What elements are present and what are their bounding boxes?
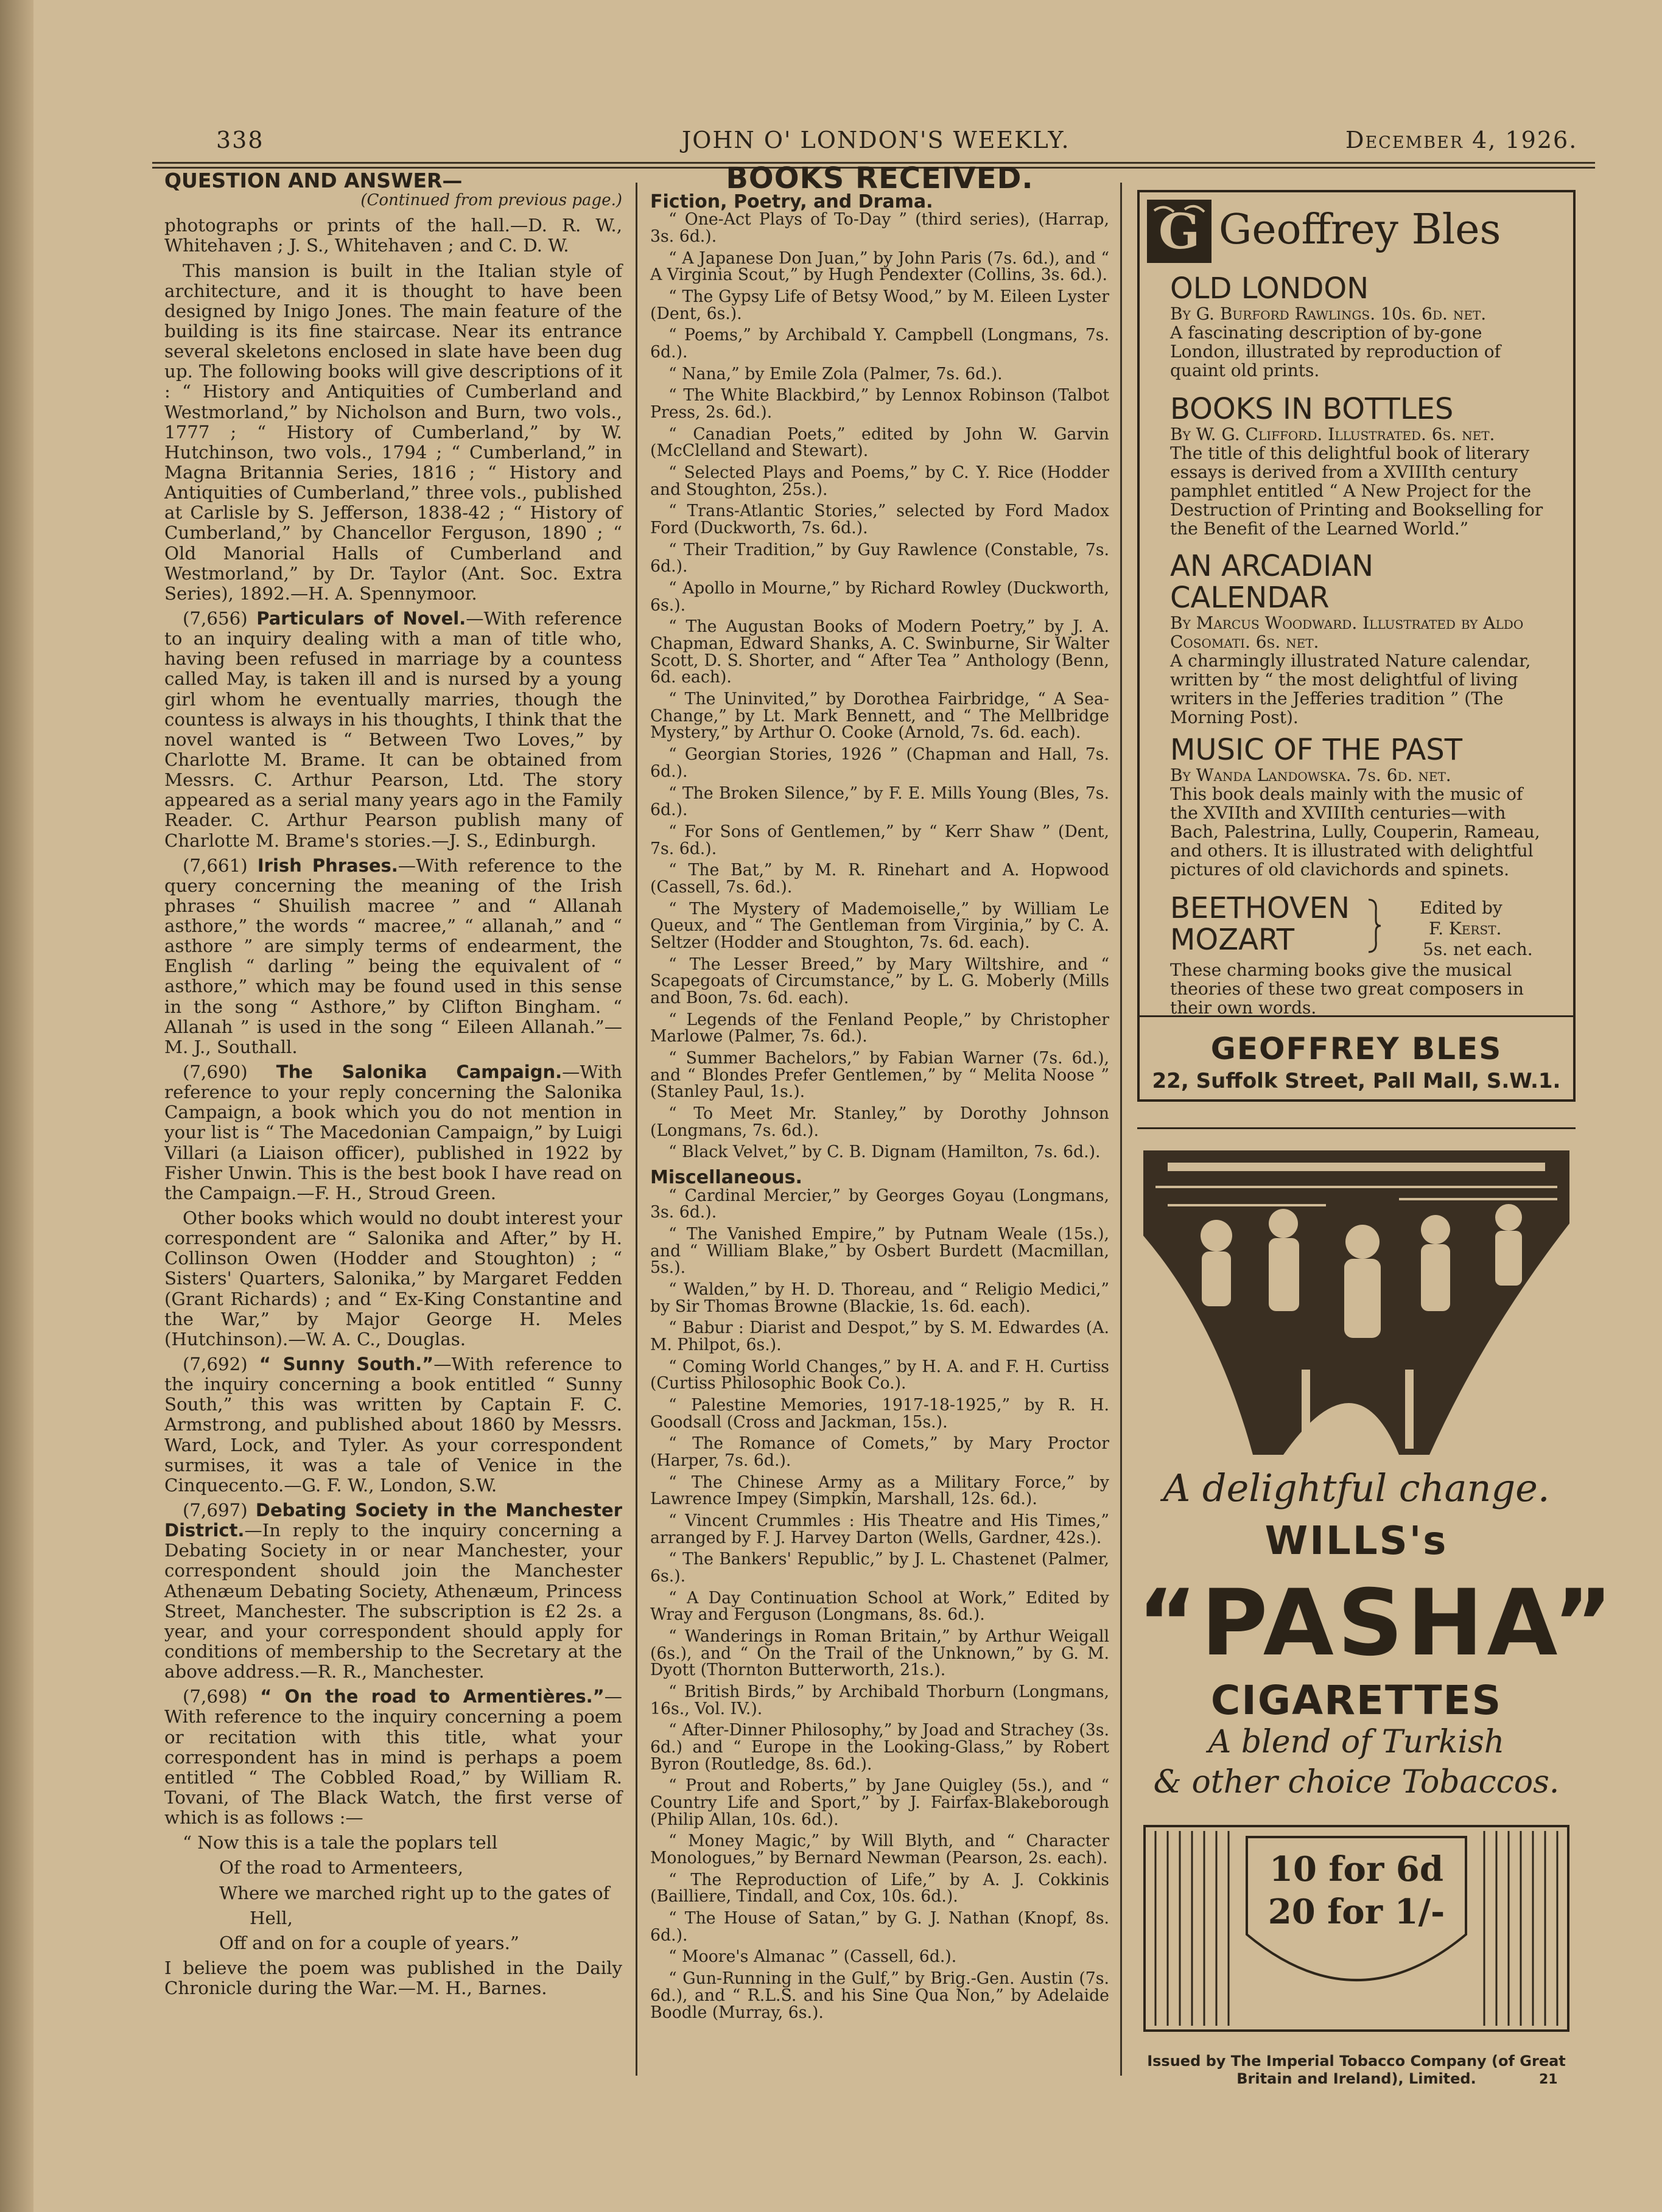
book-entry: “ The Lesser Breed,” by Mary Wiltshire, and “ Scapegoats of Circumstance,” by L. G. Moberly (Mills and Boon, 7s. 6d. each). xyxy=(650,954,1109,1007)
book-entry: “ The House of Satan,” by G. J. Nathan (Knopf, 8s. 6d.). xyxy=(650,1909,1109,1945)
book-entry: “ British Birds,” by Archibald Thorburn (Longmans, 16s., Vol. IV.). xyxy=(650,1682,1109,1718)
bles-footer-rule xyxy=(1140,1015,1573,1017)
bles-footer-address: 22, Suffolk Street, Pall Mall, S.W.1. xyxy=(1152,1069,1561,1093)
bazaar-scene-illustration xyxy=(1143,1150,1569,1461)
issued-by-line: Issued by The Imperial Tobacco Company (of Great Britain and Ireland), Limited. xyxy=(1147,2053,1566,2087)
qa-item xyxy=(164,1687,622,1828)
book-entry: “ A Day Continuation School at Work,” Edited by Wray and Ferguson (Longmans, 8s. 6d.). xyxy=(650,1588,1109,1625)
query-number: (7,697) xyxy=(183,1500,248,1521)
misc-heading: Miscellaneous. xyxy=(650,1166,802,1188)
qa-closing: I believe the poem was published in the Daily Chronicle during the War.—M. H., Barnes. xyxy=(164,1957,622,1999)
wills-brand: WILLS's xyxy=(1264,1519,1448,1564)
book-byline: By Wanda Landowska. 7s. 6d. net. xyxy=(1170,765,1451,785)
book-description: A charmingly illustrated Nature calendar, written by “ the most delightful of living writers in the Jefferies tradition ” (The Morning Post). xyxy=(1170,651,1531,727)
query-answer: —In reply to the inquiry concerning a Debating Society in or near Manchester, your correspondent should join the Manchester Athenæum Debating Society, Athenæum, Princess Street, Manchester. The subscription is £2 2s. a year, and your correspondent should apply for conditions of membership to the Secretary at the above address.—R. R., Manchester. xyxy=(164,1520,622,1682)
book-entry: “ The Gypsy Life of Betsy Wood,” by M. Eileen Lyster (Dent, 6s.). xyxy=(650,287,1109,323)
qa-item xyxy=(164,1062,622,1203)
svg-text:G: G xyxy=(1158,203,1201,260)
editor-name: F. Kerst. xyxy=(1429,919,1502,939)
book-entry: “ The Vanished Empire,” by Putnam Weale (15s.), and “ William Blake,” by Osbert Burdett (Macmillan, 5s.). xyxy=(650,1224,1109,1278)
bles-book-beethoven-mozart xyxy=(1170,892,1550,1017)
other-tobaccos-line: & other choice Tobaccos. xyxy=(1153,1764,1560,1801)
bles-book-old-london xyxy=(1170,273,1550,380)
cigarettes-label: CIGARETTES xyxy=(1210,1677,1502,1724)
book-entry: “ The Romance of Comets,” by Mary Proctor (Harper, 7s. 6d.). xyxy=(650,1434,1109,1471)
fiction-list xyxy=(650,211,1109,1161)
query-title: “ On the road to Armentières.” xyxy=(260,1686,605,1707)
book-entry: “ Apollo in Mourne,” by Richard Rowley (Duckworth, 6s.). xyxy=(650,579,1109,615)
issue-date: December 4, 1926. xyxy=(1345,127,1578,153)
qa-items xyxy=(164,609,622,1828)
book-entry: “ Money Magic,” by Will Blyth, and “ Character Monologues,” by Bernard Newman (Pearson, 2s. each). xyxy=(650,1832,1109,1868)
book-entry: “ Trans-Atlantic Stories,” selected by Ford Madox Ford (Duckworth, 7s. 6d.). xyxy=(650,502,1109,538)
qa-item xyxy=(164,1500,622,1682)
query-answer: —With reference to your reply concerning the Salonika Campaign, a book which you do not mention in your list is “ The Macedonian Campaign,” by Luigi Villari (a Liaison officer), published in 1922 by Fisher Unwin. This is the best book I have read on the Campaign.—F. H., Stroud Green. xyxy=(164,1062,623,1203)
book-entry: “ Legends of the Fenland People,” by Christopher Marlowe (Palmer, 7s. 6d.). xyxy=(650,1010,1109,1046)
book-entry: “ Babur : Diarist and Despot,” by S. M. Edwardes (A. M. Philpot, 6s.). xyxy=(650,1318,1109,1354)
question-answer-column xyxy=(164,170,622,2003)
book-entry: “ The Mystery of Mademoiselle,” by William Le Queux, and “ The Gentleman from Virginia,” by C. A. Seltzer (Hodder and Stoughton, 7s. 6d. each). xyxy=(650,899,1109,952)
column-divider-2 xyxy=(1120,183,1122,2076)
bles-monogram-icon xyxy=(1146,198,1213,264)
edition-price: 5s. net each. xyxy=(1423,939,1533,959)
continued-note: (Continued from previous page.) xyxy=(360,191,622,210)
book-entry: “ Summer Bachelors,” by Fabian Warner (7s. 6d.), and “ Blondes Prefer Gentlemen,” by “ Melita Noose ” (Stanley Paul, 1s.). xyxy=(650,1048,1109,1102)
query-number: (7,690) xyxy=(183,1062,248,1083)
blend-line: A blend of Turkish xyxy=(1208,1724,1505,1760)
book-title: AN ARCADIAN CALENDAR xyxy=(1170,549,1374,615)
book-description: This book deals mainly with the music of the XVIIth and XVIIIth centuries—with Bach, Palestrina, Lully, Couperin, Rameau, and others. It is illustrated with delightful pictures of old clavichords and spinets. xyxy=(1170,784,1540,880)
wills-tagline: A delightful change. xyxy=(1163,1466,1550,1510)
book-entry: “ Their Tradition,” by Guy Rawlence (Constable, 7s. 6d.). xyxy=(650,540,1109,576)
book-entry: “ For Sons of Gentlemen,” by “ Kerr Shaw ” (Dent, 7s. 6d.). xyxy=(650,822,1109,858)
qa-item xyxy=(164,1354,622,1496)
price-twenty: 20 for 1/- xyxy=(1268,1892,1445,1932)
book-entry: “ Vincent Crummles : His Theatre and His Times,” arranged by F. J. Harvey Darton (Wells, Gardner, 42s.). xyxy=(650,1511,1109,1547)
book-entry: “ The Bankers' Republic,” by J. L. Chastenet (Palmer, 6s.). xyxy=(650,1550,1109,1586)
verse-line: “ Now this is a tale the poplars tell xyxy=(183,1832,498,1853)
bles-book-books-in-bottles xyxy=(1170,393,1550,538)
page-number: 338 xyxy=(216,127,264,153)
query-answer: —With reference to the query concerning the meaning of the Irish phrases “ Shuilish macree ” and “ Allanah asthore,” the words “ macree,” “ allanah,” and “ asthore ” are simply terms of endearment, the English “ darling ” being the equivalent of “ asthore,” which may be found used in this sense in the song “ Asthore,” by Clifton Bingham. “ Allanah ” is used in the song “ Eileen Allanah.”—M. J., Southall. xyxy=(164,855,622,1057)
book-entry: “ The White Blackbird,” by Lennox Robinson (Talbot Press, 2s. 6d.). xyxy=(650,386,1109,422)
book-byline: By Marcus Woodward. Illustrated by Aldo Cosomati. 6s. net. xyxy=(1170,613,1524,652)
book-entry: “ One-Act Plays of To-Day ” (third series), (Harrap, 3s. 6d.). xyxy=(650,210,1109,247)
publication-title: JOHN O' LONDON'S WEEKLY. xyxy=(682,127,1070,153)
page-header xyxy=(152,127,1595,157)
query-title: Debating Society in the Manchester District. xyxy=(164,1500,622,1541)
qa-section-title: QUESTION AND ANSWER— xyxy=(164,169,463,192)
geoffrey-bles-advert xyxy=(1137,190,1576,1102)
query-answer: —With reference to the inquiry concerning a poem or recitation with this title, what your correspondent has in mind is perhaps a poem entitled “ The Cobbled Road,” by William R. Tovani, of The Black Watch, the first verse of which is as follows :— xyxy=(164,1686,622,1829)
book-entry: “ To Meet Mr. Stanley,” by Dorothy Johnson (Longmans, 7s. 6d.). xyxy=(650,1104,1109,1140)
query-number: (7,661) xyxy=(183,855,248,876)
query-number: (7,656) xyxy=(183,607,248,629)
binding-gutter xyxy=(0,0,33,2212)
book-entry: “ Gun-Running in the Gulf,” by Brig.-Gen. Austin (7s. 6d.), and “ R.L.S. and his Sine Qua Non,” by Adelaide Boodle (Murray, 6s.). xyxy=(650,1969,1109,2022)
book-title: BOOKS IN BOTTLES xyxy=(1170,392,1454,426)
books-received-column xyxy=(650,161,1109,2026)
advert-divider xyxy=(1137,1127,1576,1129)
book-entry: “ Canadian Poets,” edited by John W. Garvin (McClelland and Stewart). xyxy=(650,424,1109,461)
book-entry: “ Palestine Memories, 1917-18-1925,” by R. H. Goodsall (Cross and Jackman, 15s.). xyxy=(650,1396,1109,1432)
query-answer: —With reference to an inquiry dealing with a man of title who, having been refused in marriage by a countess called May, is taken ill and is nursed by a young girl whom he eventually marries, though the countess is always in his thoughts, I think that the novel wanted is “ Between Two Loves,” by Charlotte M. Brame. It can be obtained from Messrs. C. Arthur Pearson, Ltd. The story appeared as a serial many years ago in the Family Reader. C. Arthur Pearson publish many of Charlotte M. Brame's stories.—J. S., Edinburgh. xyxy=(164,607,622,851)
book-entry: “ The Augustan Books of Modern Poetry,” by J. A. Chapman, Edward Shanks, A. C. Swinburne, Sir Walter Scott, D. S. Shorter, and “ After Tea ” Anthology (Benn, 6d. each). xyxy=(650,617,1109,687)
bles-footer-name: GEOFFREY BLES xyxy=(1210,1031,1502,1066)
book-entry: “ Moore's Almanac ” (Cassell, 6d.). xyxy=(668,1947,957,1967)
beethoven-title: BEETHOVEN xyxy=(1170,891,1350,925)
edited-by: Edited by xyxy=(1420,898,1502,918)
book-entry: “ Poems,” by Archibald Y. Campbell (Longmans, 7s. 6d.). xyxy=(650,326,1109,362)
book-entry: “ Coming World Changes,” by H. A. and F. H. Curtiss (Curtiss Philosophic Book Co.). xyxy=(650,1357,1109,1393)
poem-verse xyxy=(164,1833,622,1953)
query-title: The Salonika Campaign. xyxy=(276,1062,563,1083)
book-entry: “ The Chinese Army as a Military Force,” by Lawrence Impey (Simpkin, Marshall, 12s. 6d.). xyxy=(650,1472,1109,1509)
book-entry: “ The Broken Silence,” by F. E. Mills Young (Bles, 7s. 6d.). xyxy=(650,783,1109,820)
query-title: “ Sunny South.” xyxy=(259,1354,434,1375)
bles-header xyxy=(1140,192,1573,265)
book-description: These charming books give the musical theories of these two great composers in their own words. xyxy=(1170,960,1524,1018)
bles-publisher-name: Geoffrey Bles xyxy=(1219,206,1501,254)
books-received-title: BOOKS RECEIVED. xyxy=(726,161,1034,195)
book-entry: “ Wanderings in Roman Britain,” by Arthur Weigall (6s.), and “ On the Trail of the Unknown,” by G. M. Dyott (Thornton Butterworth, 21s.). xyxy=(650,1627,1109,1680)
brace-icon xyxy=(1365,898,1383,953)
qa-item xyxy=(164,1208,622,1349)
book-description: The title of this delightful book of literary essays is derived from a XVIIIth century pamphlet entitled “ A New Project for the Destruction of Printing and Bookselling for the Benefit of the Learned World.” xyxy=(1170,443,1543,539)
book-byline: By G. Burford Rawlings. 10s. 6d. net. xyxy=(1170,304,1487,324)
query-number: (7,698) xyxy=(183,1686,248,1707)
book-title: OLD LONDON xyxy=(1170,271,1369,306)
query-answer: Other books which would no doubt interest your correspondent are “ Salonika and After,” by H. Collinson Owen (Hodder and Stoughton) ; “ Sisters' Quarters, Salonika,” by Margaret Fedden (Grant Richards) ; and “ Ex-King Constantine and the War,” by Major George H. Meles (Hutchinson).—W. A. C., Douglas. xyxy=(164,1208,622,1349)
bles-book-arcadian-calendar xyxy=(1170,550,1550,727)
book-entry: “ A Japanese Don Juan,” by John Paris (7s. 6d.), and “ A Virginia Scout,” by Hugh Pendexter (Collins, 3s. 6d.). xyxy=(650,248,1109,285)
book-byline: By W. G. Clifford. Illustrated. 6s. net. xyxy=(1170,424,1495,444)
book-entry: “ Prout and Roberts,” by Jane Quigley (5s.), and “ Country Life and Sport,” by J. Fairfax-Blakeborough (Philip Allan, 10s. 6d.). xyxy=(650,1776,1109,1829)
query-answer: —With reference to the inquiry concerning a book entitled “ Sunny South,” this was written by Captain F. C. Armstrong, and published about 1860 by Messrs. Ward, Lock, and Tyler. As your correspondent surmises, it was a tale of Venice in the Cinquecento.—G. F. W., London, S.W. xyxy=(164,1354,622,1496)
query-title: Particulars of Novel. xyxy=(256,607,466,629)
book-entry: “ Black Velvet,” by C. B. Dignam (Hamilton, 7s. 6d.). xyxy=(668,1143,1101,1162)
qa-intro xyxy=(164,215,622,604)
bles-book-music-of-the-past xyxy=(1170,734,1550,879)
pasha-wordmark: “PASHA” xyxy=(1137,1570,1617,1676)
qa-item xyxy=(164,856,622,1057)
query-number: (7,692) xyxy=(183,1354,248,1375)
qa-paragraph: This mansion is built in the Italian style of architecture, and it is thought to have been designed by Inigo Jones. The main feature of the building is its fine staircase. Near its entrance several skeletons enclosed in slate have been dug up. The following books will give descriptions of it : “ History and Antiquities of Cumberland and Westmorland,” by Nicholson and Burn, two vols., 1777 ; “ History of Cumberland,” by W. Hutchinson, two vols., 1794 ; “ Cumberland,” in Magna Britannia Series, 1816 ; “ History and Antiquities of Cumberland,” three vols., published at Carlisle by S. Jefferson, 1838-42 ; “ History of Cumberland,” by Chancellor Ferguson, 1890 ; “ Old Manorial Halls of Cumberland and Westmorland,” by Dr. Taylor (Ant. Soc. Extra Series), 1892.—H. A. Spennymoor. xyxy=(164,260,622,604)
fiction-heading: Fiction, Poetry, and Drama. xyxy=(650,191,933,212)
verse-line: Hell, xyxy=(250,1907,293,1928)
book-entry: “ Georgian Stories, 1926 ” (Chapman and Hall, 7s. 6d.). xyxy=(650,745,1109,781)
ad-number: 21 xyxy=(1539,2072,1558,2087)
query-title: Irish Phrases. xyxy=(257,855,398,876)
wills-pasha-advert xyxy=(1137,1144,1617,2094)
book-entry: “ After-Dinner Philosophy,” by Joad and Strachey (3s. 6d.) and “ Europe in the Looking-Glass,” by Robert Byron (Routledge, 8s. 6d.). xyxy=(650,1721,1109,1774)
book-description: A fascinating description of by-gone London, illustrated by reproduction of quaint old prints. xyxy=(1170,323,1501,380)
book-entry: “ Selected Plays and Poems,” by C. Y. Rice (Hodder and Stoughton, 25s.). xyxy=(650,463,1109,499)
qa-paragraph: photographs or prints of the hall.—D. R. W., Whitehaven ; J. S., Whitehaven ; and C. D. W. xyxy=(164,215,622,256)
column-divider-1 xyxy=(636,183,637,2076)
book-title: MUSIC OF THE PAST xyxy=(1170,733,1463,767)
qa-item xyxy=(164,609,622,851)
book-entry: “ Walden,” by H. D. Thoreau, and “ Religio Medici,” by Sir Thomas Browne (Blackie, 1s. 6d. each). xyxy=(650,1279,1109,1316)
misc-list xyxy=(650,1188,1109,2021)
book-entry: “ The Bat,” by M. R. Rinehart and A. Hopwood (Cassell, 7s. 6d.). xyxy=(650,861,1109,897)
book-entry: “ Nana,” by Emile Zola (Palmer, 7s. 6d.). xyxy=(668,364,1003,383)
book-entry: “ The Uninvited,” by Dorothea Fairbridge, “ A Sea-Change,” by Lt. Mark Bennett, and “ The Mellbridge Mystery,” by Arthur O. Cooke (Arnold, 7s. 6d. each). xyxy=(650,690,1109,743)
book-entry: “ The Reproduction of Life,” by A. J. Cokkinis (Bailliere, Tindall, and Cox, 10s. 6d.). xyxy=(650,1870,1109,1906)
verse-line: Off and on for a couple of years.” xyxy=(219,1932,519,1953)
verse-line: Of the road to Armenteers, xyxy=(219,1857,464,1878)
verse-line: Where we marched right up to the gates of xyxy=(219,1882,610,1903)
book-entry: “ Cardinal Mercier,” by Georges Goyau (Longmans, 3s. 6d.). xyxy=(650,1186,1109,1222)
price-panel xyxy=(1143,1825,1569,2007)
mozart-title: MOZART xyxy=(1170,923,1295,957)
price-ten: 10 for 6d xyxy=(1269,1849,1443,1889)
